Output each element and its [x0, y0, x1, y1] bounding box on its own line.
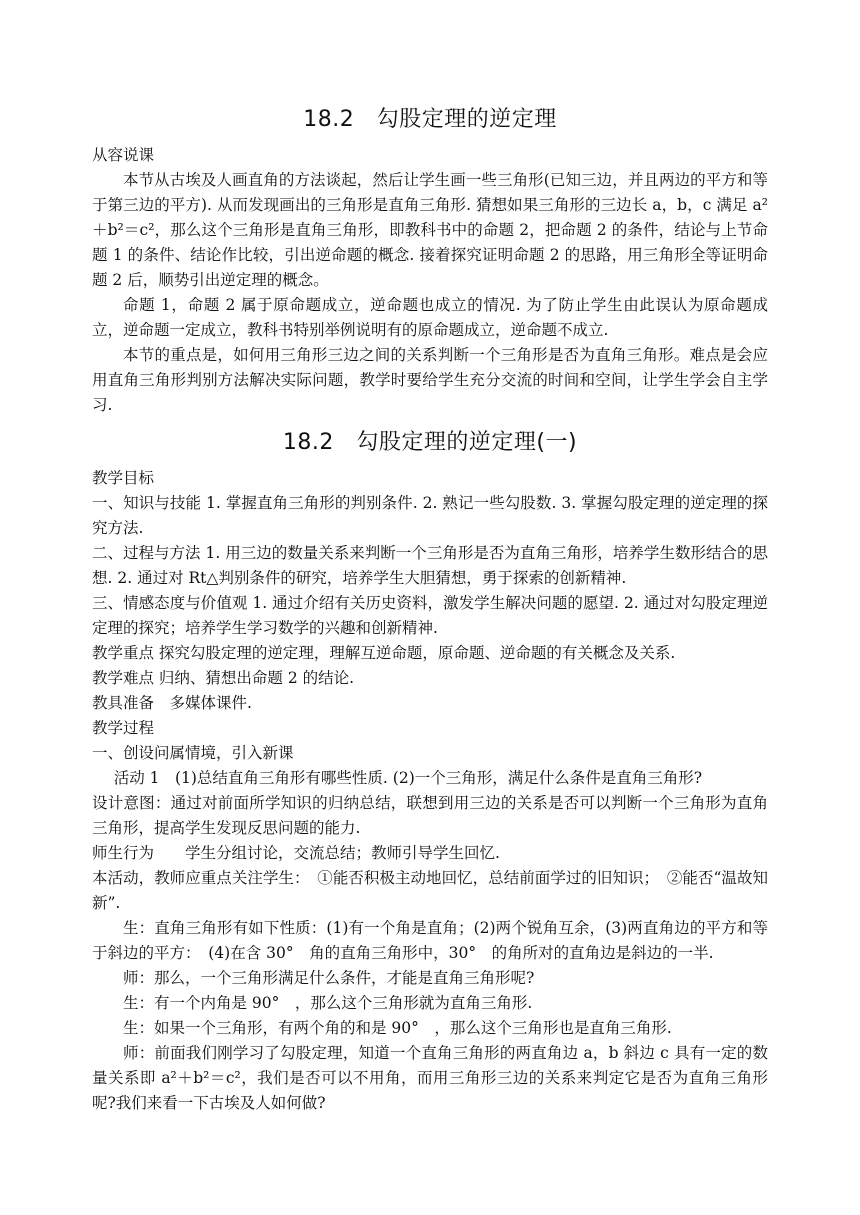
lesson-title: 18.2 勾股定理的逆定理(一)	[282, 430, 578, 455]
design-intent: 设计意图：通过对前面所学知识的归纳总结，联想到用三边的关系是否可以判断一个三角形为直角三角形，提高学生发现反思问题的能力.	[92, 794, 768, 837]
activity-1: 活动 1 (1)总结直角三角形有哪些性质. (2)一个三角形，满足什么条件是直角三角形?	[113, 769, 703, 787]
intro-paragraph-2: 命题 1，命题 2 属于原命题成立，逆命题也成立的情况. 为了防止学生由此误认为原命题成立，逆命题一定成立，教科书特别举例说明有的原命题成立，逆命题不成立.	[92, 296, 768, 339]
step1-heading: 一、创设问属情境，引入新课	[92, 744, 294, 762]
document-title: 18.2 勾股定理的逆定理	[303, 107, 557, 132]
intro-paragraph-1: 本节从古埃及人画直角的方法谈起，然后让学生画一些三角形(已知三边，并且两边的平方和等于第三边的平方). 从而发现画出的三角形是直角三角形. 猜想如果三角形的三边长 a，b，c 满足 a²＋b²＝c²，那么这个三角形是直角三角形，即教科书中的命题 2，把命题 2 的条件，结论与上节命题 1 的条件、结论作比较，引出逆命题的概念. 接着探究证明命题 2 的思路，用三角形全等证明命题 2 后，顺势引出逆定理的概念。	[92, 171, 768, 289]
goal-attitude: 三、情感态度与价值观 1. 通过介绍有关历史资料，激发学生解决问题的愿望. 2. 通过对勾股定理逆定理的探究；培养学生学习数学的兴趣和创新精神.	[92, 594, 768, 637]
student-answer-3: 生：如果一个三角形，有两个角的和是 90° ，那么这个三角形也是直角三角形.	[123, 1019, 672, 1037]
process-heading: 教学过程	[92, 719, 155, 737]
goal-knowledge: 一、知识与技能 1. 掌握直角三角形的判别条件. 2. 熟记一些勾股数. 3. 掌握勾股定理的逆定理的探究方法.	[92, 494, 768, 537]
teacher-question-2: 师：前面我们刚学习了勾股定理，知道一个直角三角形的两直角边 a，b 斜边 c 具有一定的数量关系即 a²＋b²＝c²，我们是否可以不用角，而用三角形三边的关系来判定它是否为直角三角形呢?我们来看一下古埃及人如何做?	[92, 1044, 768, 1112]
goal-process: 二、过程与方法 1. 用三边的数量关系来判断一个三角形是否为直角三角形，培养学生数形结合的思想. 2. 通过对 Rt△判别条件的研究，培养学生大胆猜想，勇于探索的创新精神.	[92, 544, 768, 587]
difficulty: 教学难点 归纳、猜想出命题 2 的结论.	[92, 669, 355, 687]
goals-heading: 教学目标	[92, 469, 155, 487]
focus-note: 本活动，教师应重点关注学生： ①能否积极主动地回忆，总结前面学过的旧知识； ②能否“温故知新”.	[92, 869, 768, 912]
student-answer-1: 生：直角三角形有如下性质：(1)有一个角是直角；(2)两个锐角互余，(3)两直角边的平方和等于斜边的平方： (4)在含 30° 角的直角三角形中，30° 的角所对的直角边是斜边的一半.	[92, 919, 768, 962]
teacher-student-behavior: 师生行为 学生分组讨论，交流总结；教师引导学生回忆.	[92, 844, 500, 862]
tools: 教具准备 多媒体课件.	[92, 694, 252, 712]
student-answer-2: 生：有一个内角是 90° ，那么这个三角形就为直角三角形.	[123, 994, 533, 1012]
key-point: 教学重点 探究勾股定理的逆定理，理解互逆命题，原命题、逆命题的有关概念及关系.	[92, 644, 676, 662]
teacher-question-1: 师：那么，一个三角形满足什么条件，才能是直角三角形呢?	[123, 969, 535, 987]
intro-paragraph-3: 本节的重点是，如何用三角形三边之间的关系判断一个三角形是否为直角三角形。难点是会应用直角三角形判别方法解决实际问题，教学时要给学生充分交流的时间和空间，让学生学会自主学习.	[92, 346, 768, 414]
intro-heading: 从容说课	[92, 146, 155, 164]
